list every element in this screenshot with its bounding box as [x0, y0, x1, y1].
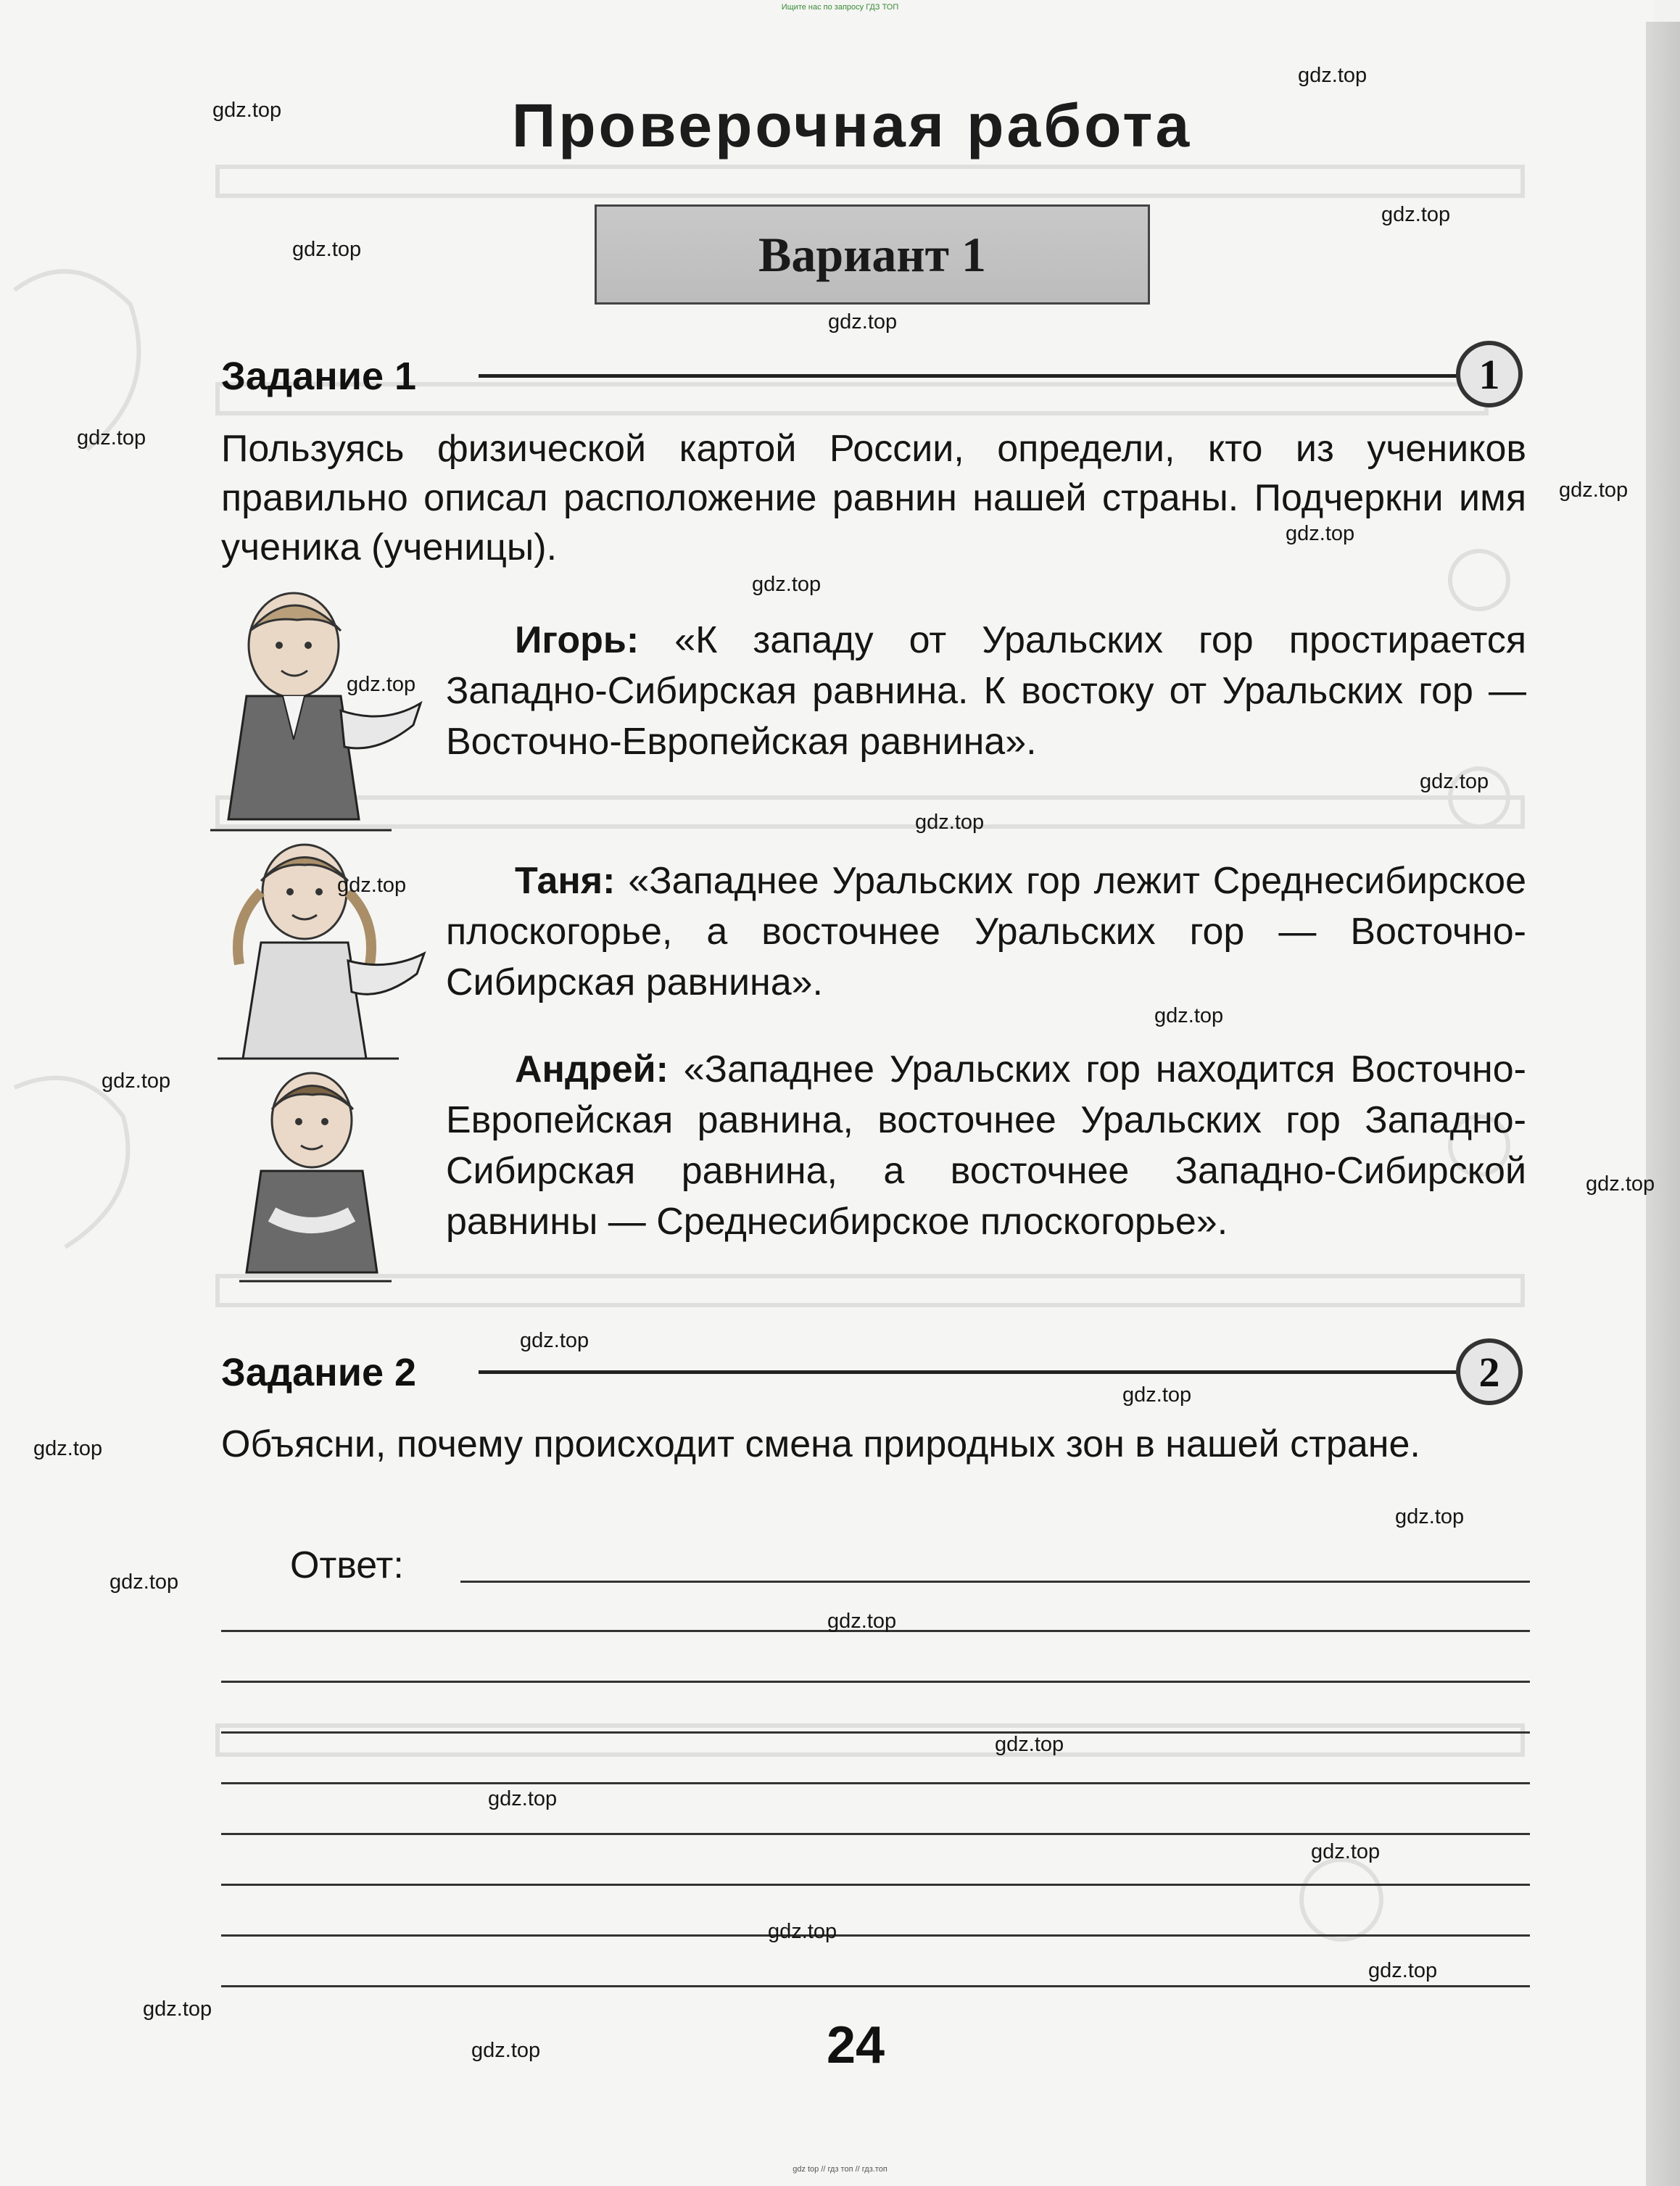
task1-number: 1	[1478, 350, 1500, 398]
answer-line[interactable]	[221, 1782, 1530, 1784]
task2-number-badge	[1456, 1338, 1523, 1405]
answer-line[interactable]	[221, 1884, 1530, 1886]
watermark: gdz.top	[1368, 1959, 1438, 1982]
task1-rule	[479, 374, 1465, 378]
watermark: gdz.top	[292, 238, 362, 261]
answer-line[interactable]	[221, 1833, 1530, 1835]
watermark: gdz.top	[1586, 1172, 1655, 1196]
watermark: gdz.top	[488, 1787, 558, 1810]
top-note: Ищите нас по запросу ГДЗ ТОП	[781, 3, 899, 12]
watermark: gdz.top	[1122, 1383, 1192, 1407]
page-title: Проверочная работа	[511, 91, 1193, 160]
watermark: gdz.top	[471, 2039, 541, 2062]
watermark: gdz.top	[1154, 1004, 1224, 1027]
watermark: gdz.top	[347, 673, 416, 696]
task2-rule	[479, 1370, 1465, 1374]
watermark: gdz.top	[102, 1069, 171, 1093]
watermark: gdz.top	[828, 310, 898, 334]
watermark: gdz.top	[1298, 64, 1367, 87]
answer-igor-text: «К западу от Уральских гор простирается Западно-Сибирская равнина. К востоку от Уральских гор — Восточно-Европейская равнина».	[446, 619, 1526, 763]
task2-instructions: Объясни, почему происходит смена природных зон в нашей стране.	[221, 1423, 1420, 1465]
watermark: gdz.top	[77, 426, 146, 450]
variant-label: Вариант 1	[758, 226, 986, 282]
answer-tanya	[446, 856, 1526, 1008]
watermark: gdz.top	[1286, 522, 1355, 545]
watermark: gdz.top	[337, 874, 407, 897]
answer-line[interactable]	[221, 1731, 1530, 1734]
answer-andrey	[446, 1044, 1526, 1247]
task2-number: 2	[1478, 1348, 1500, 1396]
watermark: gdz.top	[752, 573, 822, 596]
watermark: gdz.top	[1395, 1505, 1465, 1528]
task1-number-badge	[1456, 341, 1523, 407]
answer-tanya-text: «Западнее Уральских гор лежит Среднесибирское плоскогорье, а восточнее Уральских гор — Восточно-Сибирская равнина».	[446, 860, 1526, 1003]
boy-igor-illustration	[210, 587, 428, 834]
answer-line[interactable]	[221, 1985, 1530, 1987]
answer-tanya-name: Таня:	[515, 860, 616, 902]
task2-label: Задание 2	[221, 1351, 417, 1394]
task1-instructions: Пользуясь физической картой России, определи, кто из учеников правильно описал расположение равнин нашей страны. Подчеркни имя ученика (ученицы).	[221, 428, 1526, 568]
watermark: gdz.top	[827, 1610, 897, 1633]
watermark: gdz.top	[109, 1570, 179, 1594]
watermark: gdz.top	[212, 99, 282, 122]
variant-box	[595, 204, 1150, 305]
watermark: gdz.top	[1381, 203, 1451, 226]
boy-andrey-illustration	[232, 1069, 399, 1287]
watermark: gdz.top	[520, 1329, 589, 1352]
answer-igor-name: Игорь:	[515, 619, 640, 661]
watermark: gdz.top	[1311, 1840, 1381, 1863]
bottom-note: gdz top // гдз топ // гдз.топ	[793, 2165, 887, 2174]
watermark: gdz.top	[995, 1733, 1064, 1756]
task1-label: Задание 1	[221, 355, 417, 398]
answer-label: Ответ:	[290, 1544, 404, 1586]
answer-andrey-text: «Западнее Уральских гор находится Восточно-Европейская равнина, восточнее Уральских гор Западно-Сибирская равнина, а восточнее Западно-Сибирской равнины — Среднесибирское плоскогорье».	[446, 1048, 1526, 1243]
watermark: gdz.top	[33, 1437, 103, 1460]
watermark: gdz.top	[1420, 770, 1489, 793]
watermark: gdz.top	[768, 1920, 837, 1943]
watermark: gdz.top	[143, 1997, 212, 2021]
answer-igor	[446, 615, 1526, 767]
watermark: gdz.top	[1559, 479, 1629, 502]
answer-line[interactable]	[221, 1681, 1530, 1683]
answer-line[interactable]	[460, 1581, 1530, 1583]
page-number: 24	[827, 2016, 885, 2074]
answer-andrey-name: Андрей:	[515, 1048, 669, 1090]
answer-line[interactable]	[221, 1934, 1530, 1937]
watermark: gdz.top	[915, 811, 985, 834]
